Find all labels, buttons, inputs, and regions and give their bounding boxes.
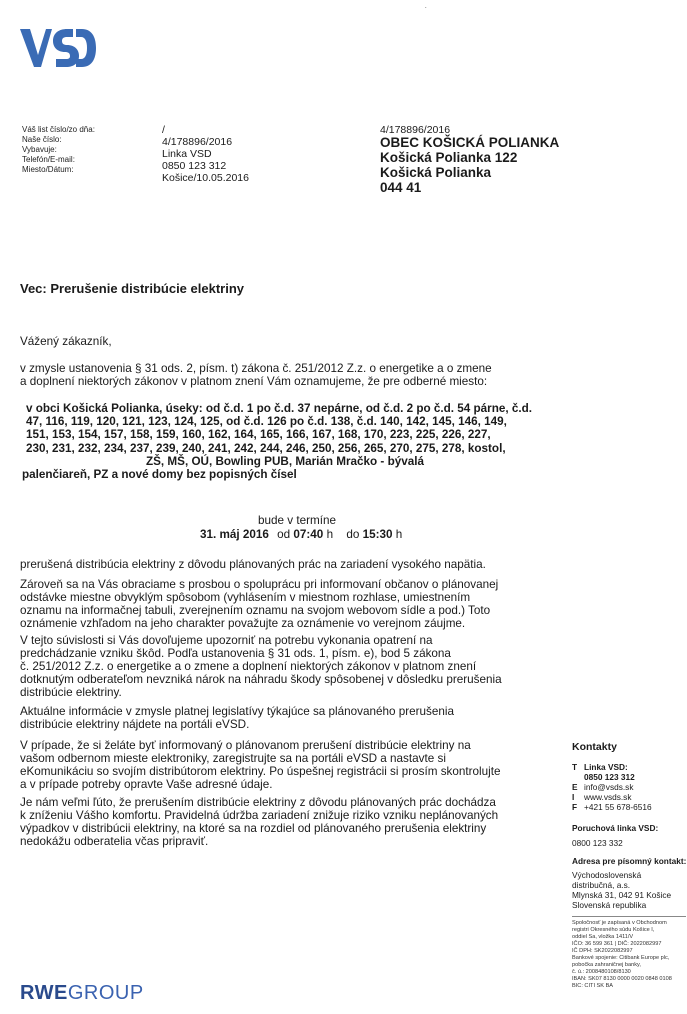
paragraph-line: oznámenie vzhľadom na jeho charakter považujte za oznámenie vo verejnom záujme. bbox=[20, 617, 466, 630]
paragraph-line: dotknutým odberateľom nevzniká nárok na náhradu škody spôsobenej v dôsledku prerušenia bbox=[20, 673, 502, 686]
paragraph-line: Je nám veľmi ľúto, že prerušením distribúcie elektriny z dôvodu plánovaných prác dochádza bbox=[20, 796, 496, 809]
fault-line-number: 0800 123 332 bbox=[572, 838, 623, 848]
paragraph-line: V prípade, že si želáte byť informovaný o plánovanom prerušení distribúcie elektriny na bbox=[20, 739, 471, 752]
term-label: bude v termíne bbox=[258, 514, 336, 527]
paragraph-5 bbox=[20, 739, 565, 791]
contact-key: T bbox=[572, 762, 578, 772]
intro-line: v zmysle ustanovenia § 31 ods. 2, písm. t) zákona č. 251/2012 Z.z. o energetike a o zmene bbox=[20, 362, 492, 375]
meta-value: 4/178896/2016 bbox=[162, 136, 233, 148]
term-date: 31. máj 2016 bbox=[200, 528, 269, 541]
contact-row bbox=[572, 792, 686, 802]
paragraph-line: eKomunikáciu so svojím distribútorom elektriny. Po úspešnej registrácii si prosím skontrolujte bbox=[20, 765, 501, 778]
group-text: GROUP bbox=[67, 982, 144, 1004]
contact-row bbox=[572, 782, 686, 792]
term-from-label: od bbox=[277, 528, 291, 541]
location-line: ZŠ, MŠ, OÚ, Bowling PUB, Marián Mračko - bývalá bbox=[146, 454, 424, 468]
rwe-group-logo bbox=[20, 982, 144, 1005]
paragraph-line: a v prípade potreby opravte Vaše adresné údaje. bbox=[20, 778, 273, 791]
legal-line: IČ DPH: SK2022082997 bbox=[572, 948, 633, 954]
legal-line: registri Okresného súdu Košice I, bbox=[572, 927, 655, 933]
contacts-list bbox=[572, 762, 686, 812]
paragraph-line: vašom odbernom mieste elektroniky, zaregistrujte sa na portáli eVSD a nastavte si bbox=[20, 752, 446, 765]
contact-value: 0850 123 312 bbox=[584, 772, 635, 782]
legal-line: oddiel Sa, vložka 1411/V bbox=[572, 934, 634, 940]
subject: Vec: Prerušenie distribúcie elektriny bbox=[20, 281, 244, 296]
contact-row bbox=[572, 802, 686, 812]
paragraph-2 bbox=[20, 578, 565, 630]
paragraph-line: výpadkov v distribúcii elektriny, na ktoré sa na rozdiel od plánovaného prerušenia elektriny bbox=[20, 822, 487, 835]
paragraph-line: distribúcie elektriny. bbox=[20, 686, 122, 699]
contact-value: Linka VSD: bbox=[584, 762, 628, 772]
meta-values bbox=[162, 124, 249, 184]
legal-line: pobočka zahraničnej banky, bbox=[572, 962, 641, 968]
meta-label: Telefón/E-mail: bbox=[22, 155, 75, 164]
paragraph-1 bbox=[20, 558, 565, 571]
vsd-logo bbox=[20, 27, 96, 76]
meta-label: Vybavuje: bbox=[22, 145, 57, 154]
legal-line: IČO: 36 599 361 | DIČ: 2022082997 bbox=[572, 941, 662, 947]
contact-value: +421 55 678-6516 bbox=[584, 802, 652, 812]
meta-labels bbox=[22, 125, 95, 175]
rwe-text: RWE bbox=[20, 982, 68, 1004]
recipient-ref: 4/178896/2016 bbox=[380, 124, 451, 136]
address-line: Mlynská 31, 042 91 Košice bbox=[572, 890, 672, 900]
intro-line: a doplnení niektorých zákonov v platnom znení Vám oznamujeme, že pre odberné miesto: bbox=[20, 375, 488, 388]
location-line: palenčiareň, PZ a nové domy bez popisných čísel bbox=[22, 468, 297, 482]
location-line: v obci Košická Polianka, úseky: od č.d. 1 po č.d. 37 nepárne, od č.d. 2 po č.d. 54 párne, č.d. bbox=[26, 402, 532, 415]
contacts-divider bbox=[572, 916, 686, 917]
location-block bbox=[22, 402, 542, 481]
recipient-line: Košická Polianka 122 bbox=[380, 150, 518, 165]
location-line: 47, 116, 119, 120, 121, 123, 124, 125, od č.d. 126 po č.d. 138, č.d. 140, 142, 145, 146, 149, bbox=[26, 415, 507, 429]
term-line bbox=[200, 528, 402, 541]
paragraph-3 bbox=[20, 634, 565, 699]
address-line: distribučná, a.s. bbox=[572, 880, 631, 890]
contact-row bbox=[572, 772, 686, 782]
recipient-address bbox=[380, 135, 559, 195]
paragraph-line: oznamu na informačnej tabuli, zverejnením oznamu na svojom webovom sídle a pod.) Toto bbox=[20, 604, 491, 617]
address-line: Východoslovenská bbox=[572, 870, 642, 880]
paragraph-line: distribúcie elektriny nájdete na portáli eVSD. bbox=[20, 718, 250, 731]
location-line: 230, 231, 232, 234, 237, 239, 240, 241, 242, 244, 246, 250, 256, 265, 270, 275, 278, kostol, bbox=[26, 441, 506, 455]
paragraph-6 bbox=[20, 796, 565, 848]
meta-value: / bbox=[162, 124, 165, 136]
paragraph-line: Zároveň sa na Vás obraciame s prosbou o spoluprácu pri informovaní občanov o plánovanej bbox=[20, 578, 499, 591]
meta-value: Košice/10.05.2016 bbox=[162, 172, 249, 184]
paragraph-line: č. 251/2012 Z.z. o energetike a o zmene a doplnení niektorých zákonov v platnom znení bbox=[20, 660, 477, 673]
paragraph-line: predchádzanie vzniku škôd. Podľa ustanovenia § 31 ods. 1, písm. e), bod 5 zákona bbox=[20, 647, 451, 660]
contact-key: I bbox=[572, 792, 575, 802]
term-to-time: 15:30 bbox=[362, 528, 393, 541]
term-from-time: 07:40 bbox=[293, 528, 324, 541]
legal-line: č. ú.: 2008480108/8130 bbox=[572, 969, 631, 975]
contact-key: F bbox=[572, 802, 578, 812]
contact-key: E bbox=[572, 782, 578, 792]
speck: . bbox=[425, 4, 427, 10]
term-unit: h bbox=[326, 528, 334, 541]
meta-label: Miesto/Dátum: bbox=[22, 165, 74, 174]
paragraph-line: nedokážu odberatelia včas pripraviť. bbox=[20, 835, 209, 848]
company-address bbox=[572, 870, 671, 910]
meta-label: Naše číslo: bbox=[22, 135, 62, 144]
address-title: Adresa pre písomný kontakt: bbox=[572, 856, 687, 866]
location-line: 151, 153, 154, 157, 158, 159, 160, 162, 164, 165, 166, 167, 168, 170, 223, 225, 226, 227, bbox=[26, 428, 491, 442]
contact-value: www.vsds.sk bbox=[584, 792, 632, 802]
recipient-line: OBEC KOŠICKÁ POLIANKA bbox=[380, 135, 560, 150]
legal-line: Spoločnosť je zapísaná v Obchodnom bbox=[572, 920, 667, 926]
contact-row bbox=[572, 762, 686, 772]
term-to-label: do bbox=[346, 528, 360, 541]
salutation: Vážený zákazník, bbox=[20, 335, 112, 348]
address-line: Slovenská republika bbox=[572, 900, 647, 910]
contacts-title: Kontakty bbox=[572, 741, 617, 753]
term-unit: h bbox=[395, 528, 403, 541]
paragraph-4 bbox=[20, 705, 565, 731]
recipient-line: 044 41 bbox=[380, 180, 422, 195]
paragraph-line: prerušená distribúcia elektriny z dôvodu plánovaných prác na zariadení vysokého napätia. bbox=[20, 558, 486, 571]
contact-value: info@vsds.sk bbox=[584, 782, 634, 792]
paragraph-line: V tejto súvislosti si Vás dovoľujeme upozorniť na potrebu vykonania opatrení na bbox=[20, 634, 433, 647]
recipient-line: Košická Polianka bbox=[380, 165, 492, 180]
legal-line: Bankové spojenie: Citibank Europe plc, bbox=[572, 955, 670, 961]
legal-line: IBAN: SK07 8130 0000 0020 0848 0108 bbox=[572, 976, 672, 982]
fault-line-title: Poruchová linka VSD: bbox=[572, 823, 659, 833]
legal-info bbox=[572, 920, 687, 990]
meta-value: Linka VSD bbox=[162, 148, 212, 160]
meta-label: Váš list číslo/zo dňa: bbox=[22, 125, 95, 134]
paragraph-line: Aktuálne informácie v zmysle platnej legislatívy týkajúce sa plánovaného prerušenia bbox=[20, 705, 454, 718]
paragraph-line: k zníženiu Vášho komfortu. Pravidelná údržba zariadení znižuje riziko vzniku neplánovaných bbox=[20, 809, 499, 822]
legal-line: BIC: CITI SK BA bbox=[572, 983, 614, 989]
meta-value: 0850 123 312 bbox=[162, 160, 227, 172]
intro bbox=[20, 362, 492, 388]
paragraph-line: odstávke miestne obvyklým spôsobom (vyhlásením v miestnom rozhlase, umiestnením bbox=[20, 591, 471, 604]
